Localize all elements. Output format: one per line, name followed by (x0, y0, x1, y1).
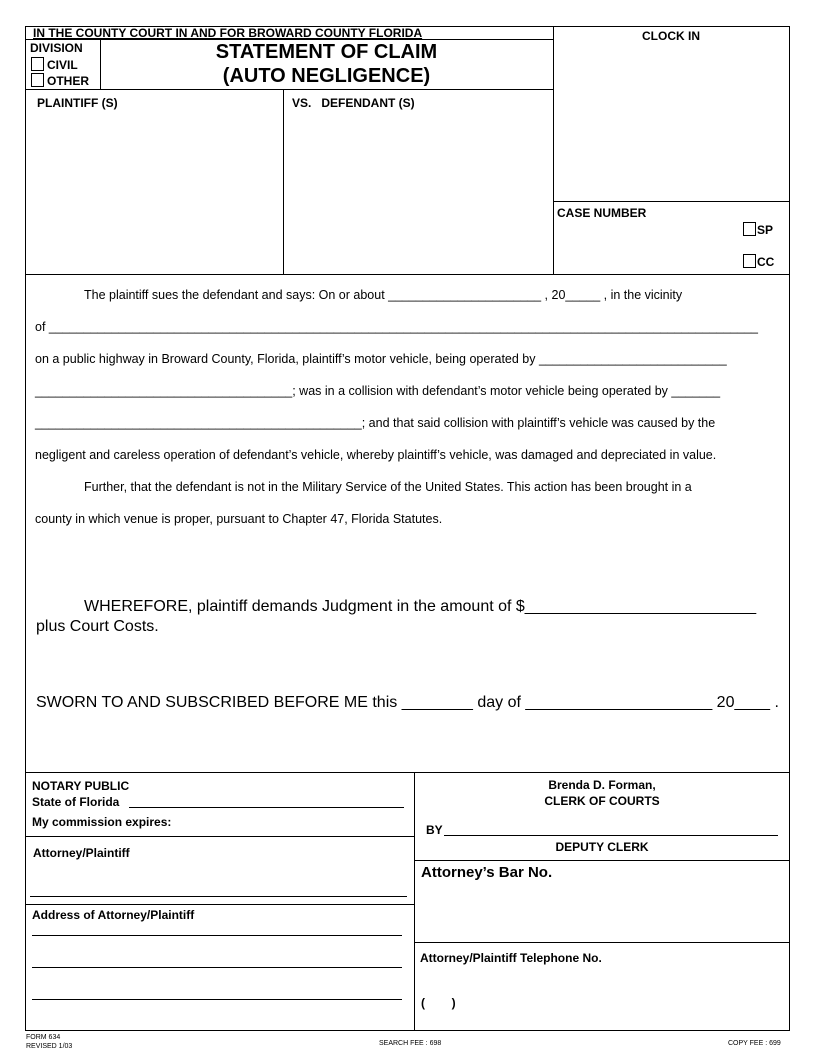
notary-public-label: NOTARY PUBLIC (32, 779, 130, 793)
other-label: OTHER (47, 74, 89, 88)
cc-label: CC (757, 255, 775, 269)
court-costs-line: plus Court Costs. (36, 618, 159, 635)
clerk-name: Brenda D. Forman, (548, 778, 656, 792)
plaintiff-label: PLAINTIFF (S) (37, 96, 118, 110)
claim-line-5: _______________________________________________; and that said collision with plaintiff’s vehicle was caused by the (35, 416, 716, 430)
claim-line-6: negligent and careless operation of defendant’s vehicle, whereby plaintiff’s vehicle, was damaged and depreciated in value. (35, 448, 717, 462)
title-line-2: (AUTO NEGLIGENCE) (222, 65, 431, 87)
defendant-label: VS. DEFENDANT (S) (292, 96, 415, 110)
claim-line-8: county in which venue is proper, pursuant to Chapter 47, Florida Statutes. (35, 512, 443, 526)
civil-label: CIVIL (47, 58, 78, 72)
frame-right (789, 26, 790, 1031)
claim-line-4: _____________________________________; was in a collision with defendant’s motor vehicle being operated by _______ (35, 384, 721, 398)
state-of-florida-label: State of Florida (32, 795, 120, 809)
civil-checkbox[interactable] (31, 57, 44, 71)
telephone-field[interactable]: ( ) (421, 996, 456, 1010)
divider-bar (414, 942, 790, 943)
divider-clock (553, 26, 554, 274)
divider-case (553, 201, 789, 202)
claim-line-3: on a public highway in Broward County, Florida, plaintiff’s motor vehicle, being operated by ___________________________ (35, 352, 727, 366)
other-checkbox[interactable] (31, 73, 44, 87)
division-label: DIVISION (30, 41, 83, 55)
form-number: FORM 634 (26, 1034, 61, 1041)
title-line-1: STATEMENT OF CLAIM (215, 41, 438, 63)
divider-parties (283, 89, 284, 274)
sp-option[interactable] (743, 222, 773, 237)
by-label: BY (426, 823, 443, 837)
copy-fee: COPY FEE : 699 (728, 1040, 781, 1047)
case-number-label: CASE NUMBER (557, 206, 647, 220)
divider-attorney (25, 904, 414, 905)
revised-date: REVISED 1/03 (26, 1043, 73, 1050)
telephone-label: Attorney/Plaintiff Telephone No. (420, 951, 602, 965)
other-option[interactable] (31, 73, 89, 88)
sworn-line: SWORN TO AND SUBSCRIBED BEFORE ME this ________ day of _____________________ 20____ . (36, 694, 779, 711)
state-signature-line[interactable] (129, 807, 404, 808)
attorney-address-label: Address of Attorney/Plaintiff (32, 908, 195, 922)
frame-left (25, 26, 26, 1031)
sp-label: SP (757, 223, 774, 237)
divider-title (25, 89, 553, 90)
search-fee: SEARCH FEE : 698 (379, 1040, 442, 1047)
wherefore-line: WHEREFORE, plaintiff demands Judgment in the amount of $__________________________ (84, 598, 757, 615)
civil-option[interactable] (31, 57, 78, 72)
claim-line-7: Further, that the defendant is not in the Military Service of the United States. This action has been brought in a (84, 480, 692, 494)
deputy-clerk-label: DEPUTY CLERK (555, 840, 649, 854)
sp-checkbox[interactable] (743, 222, 756, 236)
attorney-plaintiff-label: Attorney/Plaintiff (33, 846, 130, 860)
claim-line-2: of ______________________________________________________________________________________________________ (35, 320, 758, 334)
address-line-2[interactable] (32, 967, 402, 968)
divider-notary-left (25, 836, 414, 837)
divider-notary-mid (414, 772, 415, 1030)
court-heading: IN THE COUNTY COURT IN AND FOR BROWARD COUNTY FLORIDA (33, 26, 423, 40)
address-line-1[interactable] (32, 935, 402, 936)
divider-body-top (25, 274, 790, 275)
clerk-title: CLERK OF COURTS (544, 794, 660, 808)
attorney-name-line[interactable] (30, 896, 407, 897)
divider-clerk (414, 860, 790, 861)
deputy-signature-line[interactable] (444, 835, 778, 836)
clock-in-label: CLOCK IN (642, 29, 700, 43)
frame-bottom (25, 1030, 790, 1031)
claim-line-1: The plaintiff sues the defendant and says: On or about ______________________ , 20_____ , in the vicinity (84, 288, 683, 302)
divider-notary-top (25, 772, 790, 773)
cc-checkbox[interactable] (743, 254, 756, 268)
cc-option[interactable] (743, 254, 774, 269)
address-line-3[interactable] (32, 999, 402, 1000)
form-title (100, 40, 553, 88)
bar-number-label: Attorney’s Bar No. (421, 864, 553, 881)
commission-expires-label: My commission expires: (32, 815, 172, 829)
